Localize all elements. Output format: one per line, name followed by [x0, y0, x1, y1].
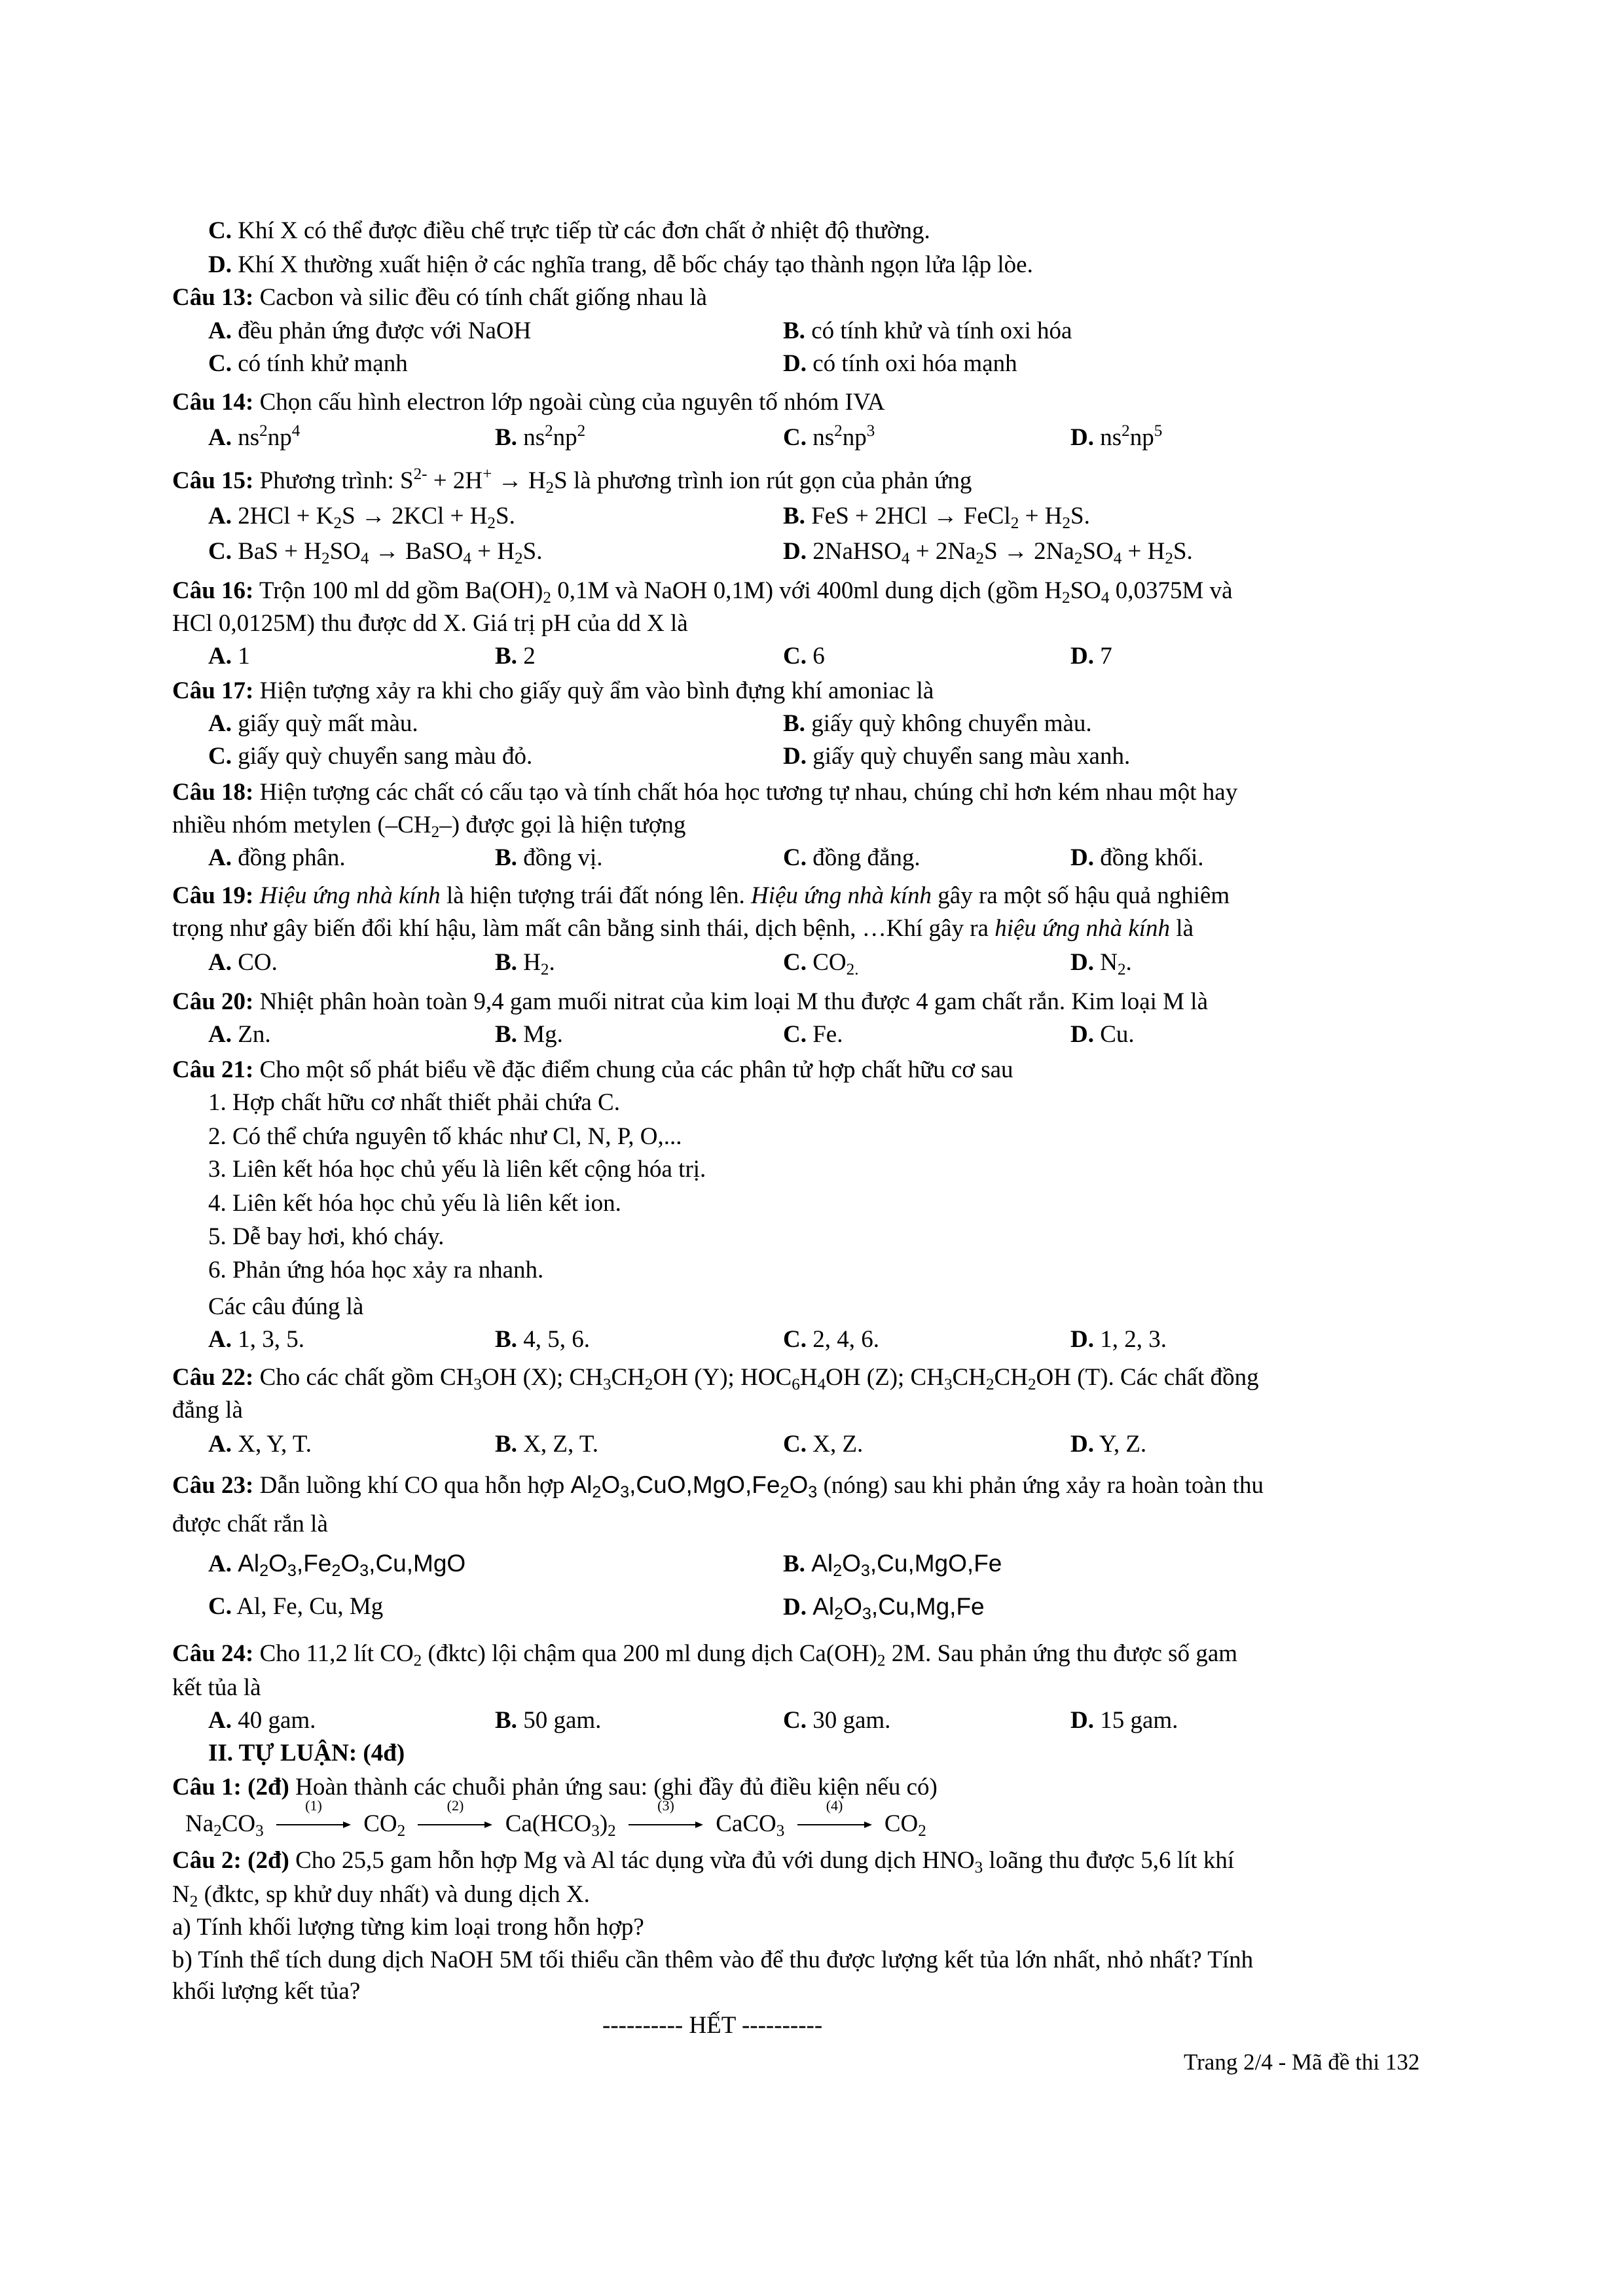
essay1-stem: Câu 1: (2đ) Hoàn thành các chuỗi phản ứng sau: (ghi đầy đủ điều kiện nếu có): [172, 1774, 938, 1801]
q18-option-c: C. đồng đẳng.: [783, 844, 921, 871]
q17-option-d: D. giấy quỳ chuyển sang màu xanh.: [783, 743, 1131, 770]
q19-stem-line2: trọng như gây biến đổi khí hậu, làm mất cân bằng sinh thái, dịch bệnh, …Khí gây ra hiệu ứng nhà kính là: [172, 915, 1194, 942]
q16-stem-line2: HCl 0,0125M) thu được dd X. Giá trị pH của dd X là: [172, 610, 688, 637]
arrow-icon: (2): [416, 1809, 494, 1835]
q13-option-c: C. có tính khử mạnh: [208, 350, 408, 377]
q18-stem-line2: nhiều nhóm metylen $(-CH_2-)$ được gọi là hiện tượng: [172, 812, 686, 842]
q17-option-a: A. giấy quỳ mất màu.: [208, 710, 418, 737]
essay2-part-b-line2: khối lượng kết tủa?: [172, 1978, 361, 2005]
q19-option-a: A. CO.: [208, 949, 278, 976]
q19-option-d: D. $N_2$.: [1070, 949, 1132, 979]
q14-stem: Câu 14: Chọn cấu hình electron lớp ngoài cùng của nguyên tố nhóm IVA: [172, 389, 885, 416]
q24-stem-line2: kết tủa là: [172, 1674, 261, 1701]
q23-option-b: B. $Al_2O_3,Cu,MgO,Fe$: [783, 1550, 1002, 1581]
essay2-part-a: a) Tính khối lượng từng kim loại trong hỗn hợp?: [172, 1914, 644, 1941]
q20-option-a: A. Zn.: [208, 1021, 271, 1048]
q24-option-b: B. 50 gam.: [495, 1707, 602, 1734]
q21-statement: 3. Liên kết hóa học chủ yếu là liên kết cộng hóa trị.: [208, 1156, 706, 1183]
q12-option-d: D. Khí X thường xuất hiện ở các nghĩa trang, dễ bốc cháy tạo thành ngọn lửa lập lòe.: [208, 251, 1033, 278]
q15-stem: Câu 15: Phương trình: $S^{2-} + 2H^+ \to H_2S$ là phương trình ion rút gọn của phản ứng: [172, 465, 972, 497]
q13-option-a: A. đều phản ứng được với NaOH: [208, 317, 532, 344]
q21-stem: Câu 21: Cho một số phát biểu về đặc điểm chung của các phân tử hợp chất hữu cơ sau: [172, 1056, 1013, 1083]
q20-option-b: B. Mg.: [495, 1021, 563, 1048]
q22-option-d: D. Y, Z.: [1070, 1431, 1147, 1458]
page-footer: Trang 2/4 - Mã đề thi 132: [1184, 2049, 1420, 2075]
q12-option-c: C. Khí X có thể được điều chế trực tiếp từ các đơn chất ở nhiệt độ thường.: [208, 217, 930, 244]
q23-option-a: A. $Al_2O_3,Fe_2O_3,Cu,MgO$: [208, 1550, 466, 1581]
q16-stem-line1: Câu 16: Trộn 100 ml dd gồm $Ba(OH)_2$ 0,1M và NaOH 0,1M) với 400ml dung dịch (gồm $H_2SO_4$ 0,0375M và: [172, 577, 1233, 607]
q16-option-a: A. 1: [208, 643, 250, 670]
q22-option-c: C. X, Z.: [783, 1431, 864, 1458]
q14-option-a: A. $ns^2np^4$: [208, 422, 301, 451]
q23-option-c: C. Al, Fe, Cu, Mg: [208, 1593, 384, 1620]
q16-option-c: C. 6: [783, 643, 825, 670]
q21-option-b: B. 4, 5, 6.: [495, 1326, 590, 1353]
q19-stem-line1: Câu 19: Hiệu ứng nhà kính là hiện tượng trái đất nóng lên. Hiệu ứng nhà kính gây ra một số hậu quả nghiêm: [172, 882, 1230, 909]
q20-stem: Câu 20: Nhiệt phân hoàn toàn 9,4 gam muối nitrat của kim loại M thu được 4 gam chất rắn. Kim loại M là: [172, 988, 1209, 1015]
arrow-icon: (4): [796, 1809, 873, 1835]
q21-option-c: C. 2, 4, 6.: [783, 1326, 879, 1353]
q18-option-b: B. đồng vị.: [495, 844, 603, 871]
q21-option-d: D. 1, 2, 3.: [1070, 1326, 1167, 1353]
q15-option-d: D. 2NaHSO$_4$ + $2Na_2S \to 2Na_2SO_4 + H_2S$.: [783, 538, 1193, 568]
q21-statement: 1. Hợp chất hữu cơ nhất thiết phải chứa C.: [208, 1089, 620, 1116]
q21-prompt: Các câu đúng là: [208, 1293, 364, 1320]
q13-option-b: B. có tính khử và tính oxi hóa: [783, 317, 1072, 344]
q16-option-d: D. 7: [1070, 643, 1112, 670]
q15-option-b: B. FeS + 2HCl → FeCl$_2$ + $H_2S$.: [783, 503, 1090, 533]
essay2-stem-line1: Câu 2: (2đ) Cho 25,5 gam hỗn hợp Mg và Al tác dụng vừa đủ với dung dịch $HNO_3$ loãng thu được 5,6 lít khí: [172, 1847, 1235, 1877]
q15-option-a: A. $2HCl + K_2S \to 2KCl + H_2S$.: [208, 503, 515, 533]
q20-option-c: C. Fe.: [783, 1021, 843, 1048]
q24-stem-line1: Câu 24: Cho 11,2 lít $CO_2$ (đktc) lội chậm qua 200 ml dung dịch $Ca(OH)_2$ 2M. Sau phản ứng thu được số gam: [172, 1640, 1238, 1670]
end-marker: ---------- HẾT ----------: [602, 2012, 823, 2039]
arrow-icon: (3): [627, 1809, 704, 1835]
q18-stem-line1: Câu 18: Hiện tượng các chất có cấu tạo và tính chất hóa học tương tự nhau, chúng chỉ hơn kém nhau một hay: [172, 779, 1238, 806]
q21-statement: 2. Có thể chứa nguyên tố khác như Cl, N, P, O,...: [208, 1123, 682, 1150]
q24-option-d: D. 15 gam.: [1070, 1707, 1178, 1734]
reaction-chain: $Na_2CO_3$ (1) $CO_2$ (2) $Ca(HCO_3)_2$ (3) CaCO$_3$ (4) $CO_2$: [185, 1797, 926, 1840]
q21-statement: 5. Dễ bay hơi, khó cháy.: [208, 1223, 445, 1250]
q23-stem-line1: Câu 23: Dẫn luồng khí CO qua hỗn hợp $Al_2O_3,CuO,MgO,Fe_2O_3$ (nóng) sau khi phản ứng xảy ra hoàn toàn thu: [172, 1471, 1264, 1502]
q22-stem-line1: Câu 22: Cho các chất gồm $CH_3OH$ (X); $CH_3CH_2OH$ (Y); $HOC_6H_4OH$ (Z); $CH_3CH_2CH_2OH$ (T). Các chất đồng: [172, 1364, 1259, 1394]
q14-option-c: C. $ns^2np^3$: [783, 422, 875, 451]
q22-option-a: A. X, Y, T.: [208, 1431, 312, 1458]
q22-stem-line2: đẳng là: [172, 1397, 243, 1424]
q16-option-b: B. 2: [495, 643, 536, 670]
q17-option-c: C. giấy quỳ chuyển sang màu đỏ.: [208, 743, 533, 770]
section-title: II. TỰ LUẬN: (4đ): [208, 1740, 405, 1767]
q18-option-d: D. đồng khối.: [1070, 844, 1204, 871]
essay2-part-b-line1: b) Tính thể tích dung dịch NaOH 5M tối thiểu cần thêm vào để thu được lượng kết tủa lớn nhất, nhỏ nhất? Tính: [172, 1946, 1254, 1973]
q14-option-d: D. $ns^2np^5$: [1070, 422, 1163, 451]
q13-stem: Câu 13: Cacbon và silic đều có tính chất giống nhau là: [172, 284, 707, 311]
q21-option-a: A. 1, 3, 5.: [208, 1326, 304, 1353]
q13-option-d: D. có tính oxi hóa mạnh: [783, 350, 1017, 377]
arrow-icon: (1): [275, 1809, 352, 1835]
q23-stem-line2: được chất rắn là: [172, 1511, 328, 1537]
q20-option-d: D. Cu.: [1070, 1021, 1135, 1048]
q17-option-b: B. giấy quỳ không chuyển màu.: [783, 710, 1092, 737]
q24-option-c: C. 30 gam.: [783, 1707, 891, 1734]
q21-statement: 6. Phản ứng hóa học xảy ra nhanh.: [208, 1257, 544, 1283]
q22-option-b: B. X, Z, T.: [495, 1431, 598, 1458]
q23-option-d: D. $Al_2O_3,Cu,Mg,Fe$: [783, 1593, 985, 1624]
q19-option-c: C. $CO_{2.}$: [783, 949, 859, 979]
q24-option-a: A. 40 gam.: [208, 1707, 316, 1734]
q17-stem: Câu 17: Hiện tượng xảy ra khi cho giấy quỳ ẩm vào bình đựng khí amoniac là: [172, 677, 934, 704]
q21-statement: 4. Liên kết hóa học chủ yếu là liên kết ion.: [208, 1190, 621, 1217]
q19-option-b: B. $H_2$.: [495, 949, 555, 979]
essay2-stem-line2: $N_2$ (đktc, sp khử duy nhất) và dung dịch X.: [172, 1881, 590, 1911]
q15-option-c: C. BaS + $H_2SO_4$ → BaSO$_4$ + $H_2S$.: [208, 538, 543, 568]
q18-option-a: A. đồng phân.: [208, 844, 346, 871]
q14-option-b: B. $ns^2np^2$: [495, 422, 586, 451]
